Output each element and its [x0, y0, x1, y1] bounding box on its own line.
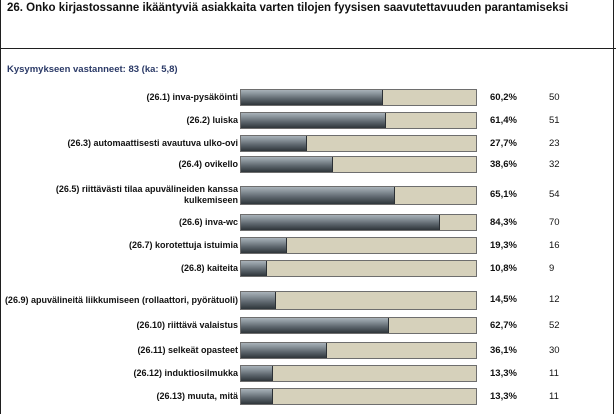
bar-fill [241, 136, 307, 151]
percent-label: 62,7% [490, 320, 517, 331]
bar-fill [241, 318, 389, 333]
bar-track [240, 135, 477, 152]
percent-label: 27,7% [490, 138, 517, 149]
percent-label: 13,3% [490, 368, 517, 379]
bar-track [240, 317, 477, 334]
count-label: 11 [549, 368, 559, 379]
category-label: (26.1) inva-pysäköinti [146, 92, 238, 102]
category-label: (26.4) ovikello [178, 159, 238, 169]
bar-row [0, 178, 616, 212]
bar-row [0, 110, 616, 131]
category-label: (26.3) automaattisesti avautuva ulko-ovi [67, 138, 238, 148]
count-label: 32 [549, 159, 560, 170]
category-label: (26.6) inva-wc [178, 217, 238, 227]
percent-label: 38,6% [490, 159, 517, 170]
bar-fill [241, 157, 333, 172]
count-label: 54 [549, 189, 560, 200]
bar-fill [241, 292, 276, 309]
bar-track [240, 365, 477, 382]
category-label: (26.8) kaiteita [180, 263, 238, 273]
count-label: 30 [549, 345, 560, 356]
percent-label: 65,1% [490, 189, 517, 200]
count-label: 9 [549, 263, 555, 274]
bar-fill [241, 261, 267, 276]
bar-row [0, 315, 616, 336]
bar-row [0, 133, 616, 154]
bar-row [0, 283, 616, 317]
category-label: (26.2) luiska [186, 115, 238, 125]
category-label: (26.9) apuvälineitä liikkumiseen (rollaattori, pyörätuoli) [4, 294, 238, 305]
bar-track [240, 237, 477, 254]
bar-row [0, 154, 616, 175]
category-label: (26.5) riittävästi tilaa apuvälineiden kanssa kulkemiseen [55, 184, 238, 205]
percent-label: 36,1% [490, 345, 517, 356]
count-label: 52 [549, 320, 560, 331]
bar-track [240, 260, 477, 277]
category-label: (26.11) selkeät opasteet [137, 345, 238, 355]
bar-fill [241, 90, 383, 105]
count-label: 70 [549, 217, 560, 228]
count-label: 16 [549, 240, 560, 251]
respondents-summary: Kysymykseen vastanneet: 83 (ka: 5,8) [7, 64, 178, 75]
percent-label: 19,3% [490, 240, 517, 251]
bar-track [240, 89, 477, 106]
bar-fill [241, 238, 287, 253]
bar-row [0, 386, 616, 407]
percent-label: 14,5% [490, 294, 517, 305]
category-label: (26.10) riittävä valaistus [136, 320, 238, 330]
question-title: 26. Onko kirjastossanne ikääntyviä asiakkaita varten tilojen fyysisen saavutettavuuden parantamiseksi [7, 2, 569, 14]
count-label: 11 [549, 391, 559, 402]
bar-track [240, 342, 477, 359]
bar-row [0, 87, 616, 108]
bar-track [240, 112, 477, 129]
percent-label: 10,8% [490, 263, 517, 274]
count-label: 51 [549, 115, 560, 126]
bar-row [0, 363, 616, 384]
bar-row [0, 235, 616, 256]
percent-label: 60,2% [490, 92, 517, 103]
bar-row [0, 258, 616, 279]
count-label: 23 [549, 138, 560, 149]
count-label: 12 [549, 294, 560, 305]
bar-fill [241, 389, 273, 404]
percent-label: 61,4% [490, 115, 517, 126]
percent-label: 13,3% [490, 391, 517, 402]
bar-row [0, 212, 616, 233]
percent-label: 84,3% [490, 217, 517, 228]
bar-row [0, 340, 616, 361]
bar-track [240, 186, 477, 205]
bar-fill [241, 113, 386, 128]
bar-fill [241, 215, 440, 230]
bar-track [240, 388, 477, 405]
bar-track [240, 291, 477, 310]
bar-track [240, 214, 477, 231]
bar-fill [241, 366, 273, 381]
bar-track [240, 156, 477, 173]
bar-fill [241, 343, 327, 358]
category-label: (26.13) muuta, mitä [156, 391, 238, 401]
category-label: (26.12) induktiosilmukka [133, 368, 238, 378]
category-label: (26.7) korotettuja istuimia [128, 240, 238, 250]
count-label: 50 [549, 92, 560, 103]
bar-fill [241, 187, 395, 204]
